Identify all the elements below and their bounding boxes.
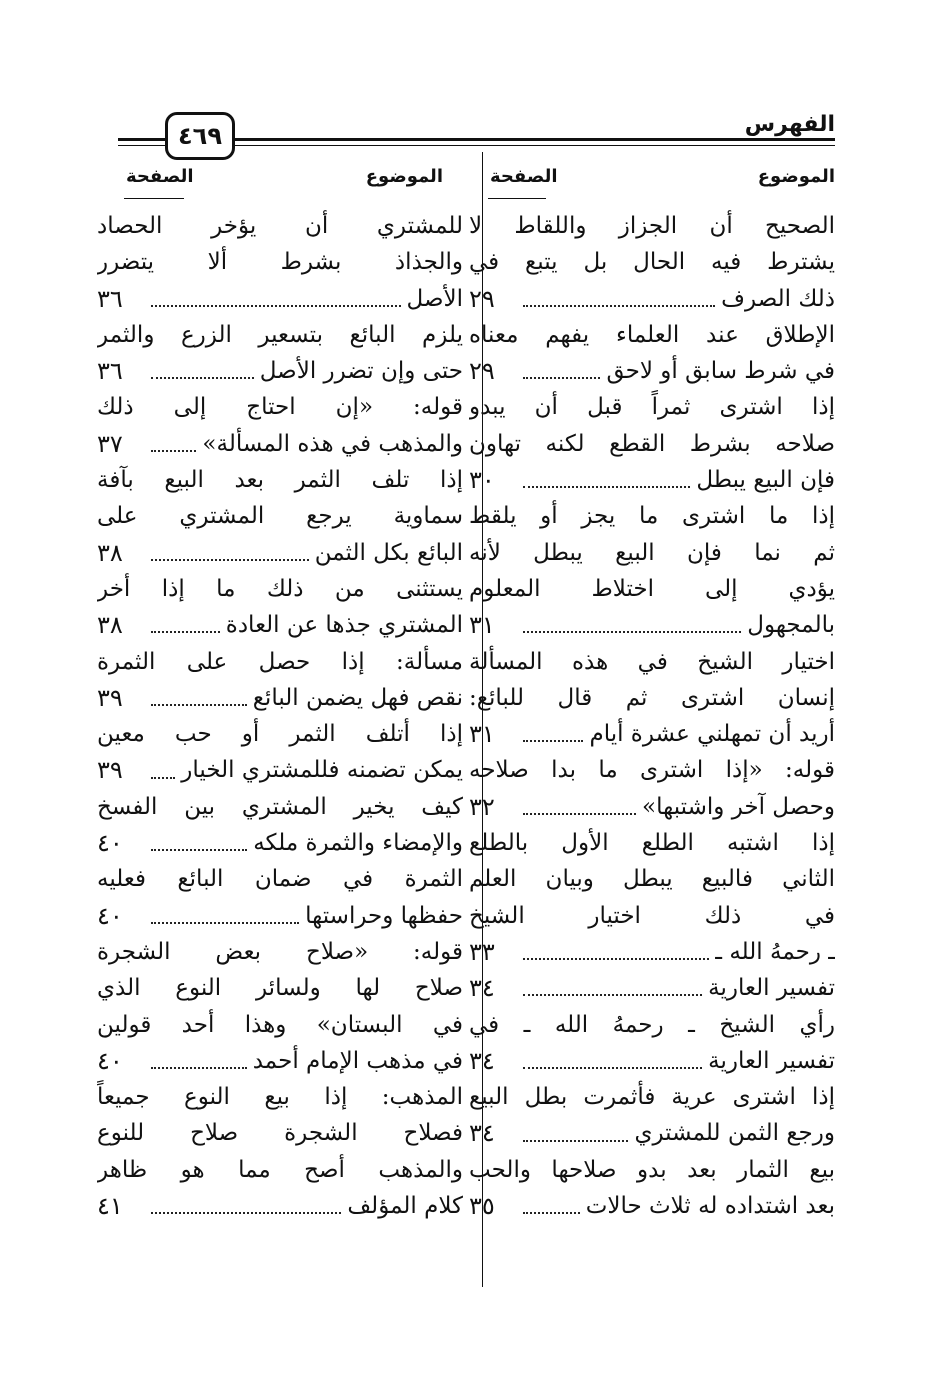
right-index-column	[469, 208, 835, 1224]
entry-line: إذا تلف الثمر بعد البيع بآفة	[97, 467, 463, 494]
entry-last-line	[469, 1043, 835, 1079]
dot-leader	[151, 1067, 247, 1069]
entry-page-number: ٣١	[469, 720, 495, 749]
entry-last-line	[97, 1043, 463, 1079]
entry-line: الصحيح أن الجزاز واللقاط لا	[469, 213, 835, 239]
entry-line: قوله: «صلاح بعض الشجرة	[97, 938, 463, 965]
entry-page-number: ٣٤	[469, 974, 495, 1003]
entry-last-line	[97, 1188, 463, 1224]
dot-leader	[151, 631, 220, 633]
entry-line: إذا اشترى عرية فأثمرت بطل البيع	[469, 1084, 835, 1111]
dot-leader	[523, 958, 709, 960]
index-entry	[469, 1007, 835, 1080]
dot-leader	[523, 1212, 580, 1214]
entry-page-number: ٣٦	[97, 284, 123, 313]
entry-last-line	[97, 825, 463, 861]
entry-text: بعد اشتداده له ثلاث حالات	[585, 1193, 835, 1220]
entry-line: صلاح لها ولسائر النوع الذي	[97, 975, 463, 1002]
index-entry	[469, 389, 835, 498]
entry-line: إنسان اشترى ثم قال للبائع:	[469, 684, 835, 711]
dot-leader	[151, 1212, 341, 1214]
entry-line: كيف يخير المشتري بين الفسخ	[97, 793, 463, 820]
index-entry	[469, 644, 835, 753]
entry-last-line	[469, 281, 835, 317]
entry-page-number: ٣٩	[97, 756, 123, 785]
entry-text: بالمجهول	[747, 612, 835, 639]
entry-page-number: ٤٠	[97, 901, 123, 930]
dot-leader	[151, 377, 254, 379]
dot-leader	[523, 377, 600, 379]
entry-page-number: ٣٥	[469, 1192, 495, 1221]
index-entry	[97, 789, 463, 862]
entry-last-line	[469, 789, 835, 825]
index-entry	[97, 644, 463, 717]
entry-page-number: ٣٨	[97, 611, 123, 640]
entry-text: الأصل	[406, 285, 463, 312]
entry-line: يلزم البائع بتسعير الزرع والثمر	[97, 321, 463, 348]
left-topic-header: الموضوع	[365, 166, 443, 187]
entry-text: كلام المؤلف	[347, 1193, 463, 1220]
entry-last-line	[97, 353, 463, 389]
entry-last-line	[469, 716, 835, 752]
entry-text: حفظها وحراستها	[305, 902, 463, 929]
entry-page-number: ٣٧	[97, 429, 123, 458]
entry-line: للمشتري أن يؤخر الحصاد	[97, 213, 463, 239]
dot-leader	[151, 704, 247, 706]
entry-line: إذا اشترى ثمراً قبل أن يبدو	[469, 394, 835, 421]
dot-leader	[523, 305, 715, 307]
dot-leader	[151, 849, 247, 851]
entry-text: فإن البيع يبطل	[696, 467, 835, 494]
entry-last-line	[97, 426, 463, 462]
index-entry	[469, 1152, 835, 1225]
entry-line: سماوية يرجع المشتري على	[97, 503, 463, 530]
dot-leader	[523, 1067, 702, 1069]
entry-last-line	[469, 353, 835, 389]
entry-last-line	[97, 281, 463, 317]
entry-line: المذهب: إذا بيع النوع جميعاً	[97, 1084, 463, 1111]
index-entry	[469, 825, 835, 970]
index-entry	[469, 1079, 835, 1152]
entry-line: في ذلك اختيار الشيخ	[469, 902, 835, 929]
dot-leader	[523, 740, 583, 742]
entry-page-number: ٣٢	[469, 792, 495, 821]
dot-leader	[151, 777, 175, 779]
right-page-header-underline	[488, 198, 546, 199]
index-entry	[97, 317, 463, 390]
entry-line: إذا أتلف الثمر أو حب معين	[97, 721, 463, 748]
entry-text: ورجع الثمن للمشتري	[634, 1120, 835, 1147]
dot-leader	[151, 305, 401, 307]
entry-line: مسألة: إذا حصل على الثمرة	[97, 648, 463, 675]
entry-text: في شرط سابق أو لاحق	[606, 358, 835, 385]
entry-last-line	[469, 462, 835, 498]
right-page-header: الصفحة	[490, 166, 558, 187]
index-entry	[469, 208, 835, 317]
entry-page-number: ٤١	[97, 1192, 123, 1221]
entry-text: حتى وإن تضرر الأصل	[259, 358, 463, 385]
entry-line: رأي الشيخ ـ رحمهُ الله ـ في	[469, 1011, 835, 1038]
dot-leader	[523, 1140, 628, 1142]
dot-leader	[151, 922, 299, 924]
entry-page-number: ٣٣	[469, 937, 495, 966]
entry-line: يشترط فيه الحال بل يتبع في	[469, 249, 835, 276]
left-page-header: الصفحة	[126, 166, 194, 187]
entry-line: الإطلاق عند العلماء يفهم معناه	[469, 321, 835, 348]
entry-text: البائع بكل الثمن	[314, 539, 463, 566]
entry-page-number: ٣٦	[97, 357, 123, 386]
index-entry	[97, 934, 463, 1079]
index-entry	[97, 861, 463, 934]
dot-leader	[151, 559, 309, 561]
entry-page-number: ٤٠	[97, 829, 123, 858]
dot-leader	[523, 631, 741, 633]
entry-page-number: ٤٠	[97, 1046, 123, 1075]
index-entry	[97, 389, 463, 462]
entry-last-line	[97, 680, 463, 716]
page-number-box	[165, 112, 235, 160]
index-entry	[469, 317, 835, 390]
page-number: ٤٦٩	[178, 122, 222, 150]
entry-text: في مذهب الإمام أحمد	[252, 1047, 463, 1074]
entry-text: أريد أن تمهلني عشرة أيام	[589, 721, 835, 748]
index-entry	[97, 571, 463, 644]
entry-line: إذا اشتبه الطلع الأول بالطلع	[469, 830, 835, 857]
index-entry	[97, 208, 463, 317]
entry-text: تفسير العارية	[708, 1047, 835, 1074]
entry-text: والمذهب في هذه المسألة»	[202, 430, 463, 457]
dot-leader	[523, 486, 690, 488]
entry-page-number: ٢٩	[469, 357, 495, 386]
entry-last-line	[469, 970, 835, 1006]
entry-line: يؤدي إلى اختلاط المعلوم	[469, 575, 835, 602]
entry-page-number: ٣٨	[97, 538, 123, 567]
entry-page-number: ٣٠	[469, 466, 495, 495]
entry-line: الثاني فالبيع يبطل وبيان العلم	[469, 866, 835, 893]
dot-leader	[151, 450, 196, 452]
entry-last-line	[97, 752, 463, 788]
entry-line: قوله: «إن احتاج إلى ذلك	[97, 394, 463, 421]
entry-text: نقص فهل يضمن البائع	[252, 684, 463, 711]
right-topic-header: الموضوع	[757, 166, 835, 187]
entry-last-line	[97, 607, 463, 643]
index-entry	[97, 1079, 463, 1224]
entry-text: ـ رحمهُ الله ـ	[715, 938, 835, 965]
entry-text: المشتري جذها عن العادة	[225, 612, 463, 639]
entry-line: بيع الثمار بعد بدو صلاحها والحب	[469, 1156, 835, 1183]
entry-text: يمكن تضمنه فللمشتري الخيار	[181, 757, 463, 784]
entry-line: ثم نما فإن البيع يبطل لأنه	[469, 539, 835, 566]
index-entry	[469, 498, 835, 643]
entry-page-number: ٣٤	[469, 1046, 495, 1075]
entry-line: في البستان» وهذا أحد قولين	[97, 1011, 463, 1038]
entry-last-line	[97, 898, 463, 934]
entry-line: فصلاح الشجرة صلاح للنوع	[97, 1120, 463, 1147]
entry-line: إذا ما اشترى ما يجز أو يلقط	[469, 503, 835, 530]
entry-text: وحصل آخر واشتبها»	[642, 793, 835, 820]
entry-line: الثمرة في ضمان البائع فعليه	[97, 866, 463, 893]
index-entry	[469, 752, 835, 825]
entry-line: والمذهب أصح مما هو ظاهر	[97, 1156, 463, 1183]
left-index-column	[97, 208, 463, 1224]
entry-line: يستثنى من ذلك ما إذا أخر	[97, 575, 463, 602]
index-entry	[97, 716, 463, 789]
dot-leader	[523, 813, 636, 815]
entry-text: تفسير العارية	[708, 975, 835, 1002]
page-header-title: الفهرس	[744, 112, 835, 137]
entry-last-line	[469, 1188, 835, 1224]
entry-page-number: ٣٤	[469, 1119, 495, 1148]
entry-page-number: ٢٩	[469, 284, 495, 313]
entry-line: صلاحه بشرط القطع لكنه تهاون	[469, 430, 835, 457]
entry-line: قوله: «إذا اشترى ما بدا صلاحه	[469, 757, 835, 784]
entry-last-line	[97, 535, 463, 571]
dot-leader	[523, 994, 702, 996]
entry-line: اختيار الشيخ في هذه المسألة	[469, 648, 835, 675]
entry-page-number: ٣٩	[97, 683, 123, 712]
index-entry	[97, 462, 463, 571]
entry-text: ذلك الصرف	[721, 285, 835, 312]
entry-last-line	[469, 1115, 835, 1151]
entry-text: والإمضاء والثمرة ملكه	[253, 830, 463, 857]
entry-last-line	[469, 934, 835, 970]
entry-line: والجذاذ بشرط ألا يتضرر	[97, 249, 463, 276]
entry-last-line	[469, 607, 835, 643]
entry-page-number: ٣١	[469, 611, 495, 640]
left-page-header-underline	[124, 198, 184, 199]
index-entry	[469, 970, 835, 1006]
